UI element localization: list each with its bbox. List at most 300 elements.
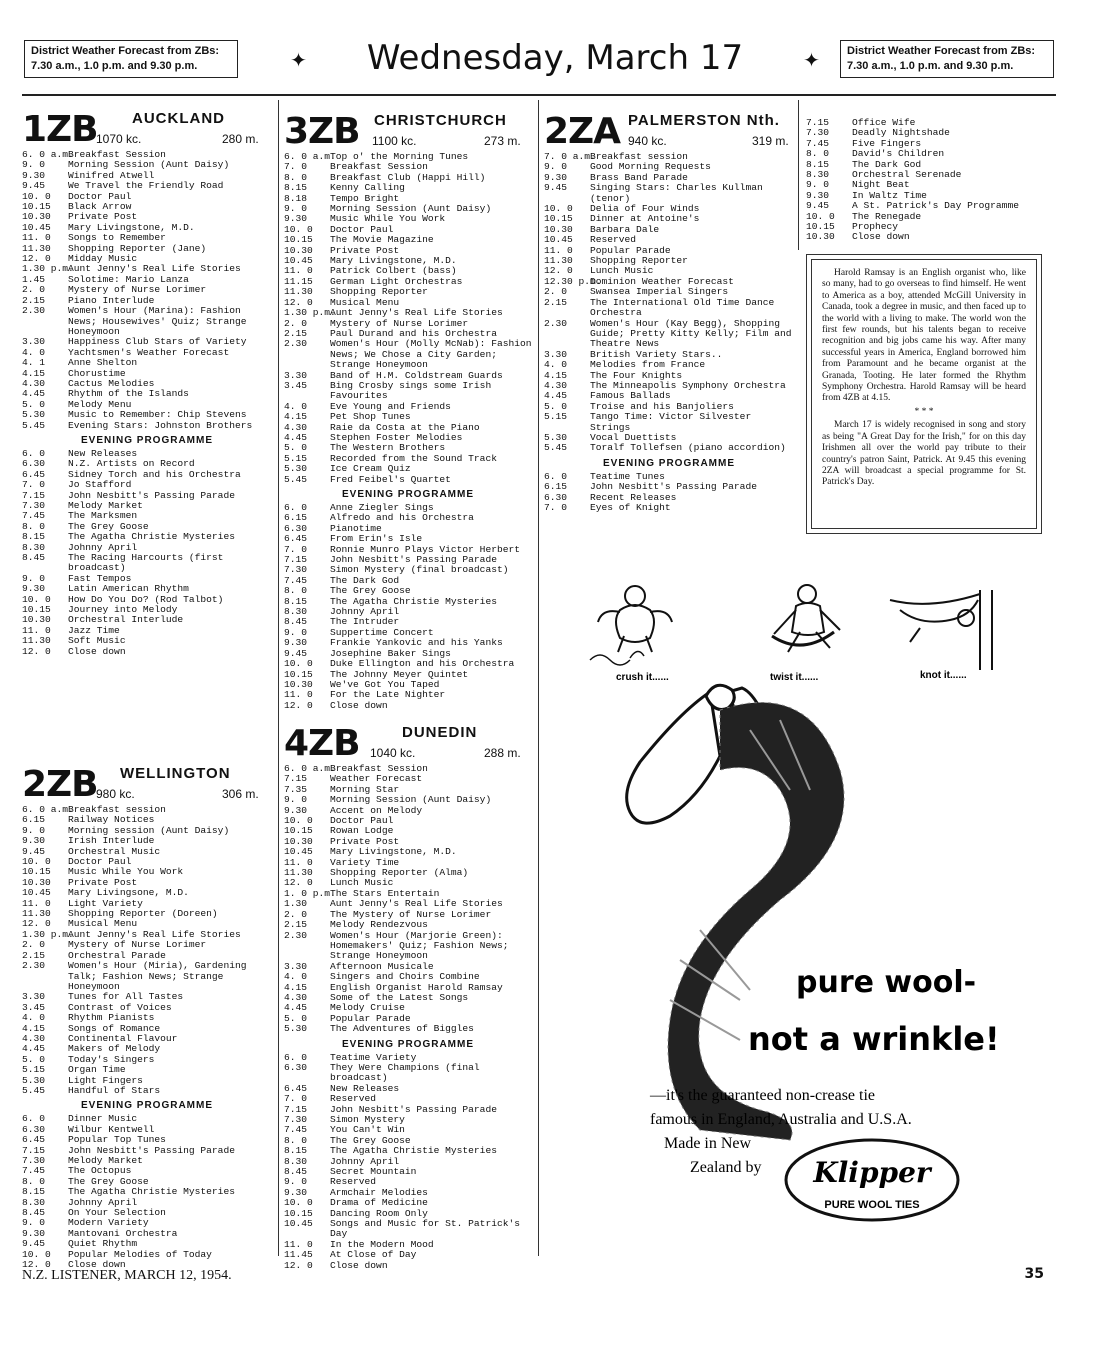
schedule-entry: [544, 412, 794, 433]
entry-time: 8.15: [284, 182, 308, 194]
entry-time: 5. 0: [544, 400, 568, 412]
entry-title: John Nesbitt's Passing Parade: [330, 1103, 497, 1115]
entry-title: Mary Livingstone, M.D.: [68, 221, 195, 233]
entry-time: 5. 0: [284, 1012, 308, 1024]
entry-time: 8.30: [22, 541, 46, 553]
entry-title: Kenny Calling: [330, 182, 405, 194]
station-heading: [284, 724, 532, 764]
schedule-entry: [284, 701, 532, 711]
station-city: DUNEDIN: [402, 724, 478, 741]
station-heading: [544, 112, 794, 152]
entry-time: 1.30 p.m.: [22, 263, 74, 275]
entry-title: Prophecy: [852, 221, 899, 233]
entry-time: 9.45: [284, 647, 308, 659]
page-number: 35: [1024, 1266, 1044, 1282]
entry-title: Anne Shelton: [68, 357, 138, 369]
schedule-entry: [284, 1146, 532, 1156]
entry-time: 7. 0: [22, 479, 46, 491]
entry-title: The International Old Time Dance Orchestra: [590, 296, 775, 319]
entry-time: 12. 0: [22, 253, 51, 265]
schedule-entry: [22, 410, 272, 420]
entry-title: The Agatha Christie Mysteries: [68, 531, 235, 543]
entry-title: Barbara Dale: [590, 223, 660, 235]
entry-title: Dominion Weather Forecast: [590, 275, 734, 287]
entry-title: Frankie Yankovic and his Yanks: [330, 637, 503, 649]
entry-time: 7.30: [806, 127, 830, 139]
entry-time: 6. 0: [284, 1051, 308, 1063]
entry-time: 9.30: [806, 189, 830, 201]
entry-time: 10.30: [284, 244, 313, 256]
entry-title: Josephine Baker Sings: [330, 647, 451, 659]
entry-time: 9.45: [806, 200, 830, 212]
entry-title: Close down: [68, 645, 126, 657]
schedule-entry: [284, 806, 532, 816]
entry-time: 4.15: [22, 1022, 46, 1034]
entry-time: 10. 0: [544, 203, 573, 215]
entry-title: Shopping Reporter (Doreen): [68, 908, 218, 920]
schedule-entry: [284, 597, 532, 607]
entry-time: 5. 0: [22, 398, 46, 410]
entry-time: 5. 0: [22, 1053, 46, 1065]
entry-title: Lunch Music: [590, 265, 654, 277]
entry-time: 11.30: [22, 242, 51, 254]
entry-title: Solotime: Mario Lanza: [68, 273, 189, 285]
entry-title: The Dark God: [330, 574, 400, 586]
station-heading: [284, 112, 532, 152]
entry-title: Reserved: [590, 234, 637, 246]
entry-title: Recent Releases: [590, 491, 677, 503]
entry-time: 4. 0: [544, 359, 568, 371]
entry-time: 5.30: [284, 1023, 308, 1035]
entry-time: 8.45: [22, 552, 46, 564]
entry-time: 7.30: [22, 1155, 46, 1166]
entry-title: Vocal Duettists: [590, 431, 677, 443]
entry-title: The Agatha Christie Mysteries: [330, 595, 497, 607]
entry-title: The Movie Magazine: [330, 234, 434, 246]
entry-title: Brass Band Parade: [590, 171, 688, 183]
entry-time: 7.45: [284, 1124, 308, 1136]
entry-time: 4.30: [284, 421, 308, 433]
entry-time: 8. 0: [284, 1134, 308, 1146]
entry-title: The Minneapolis Symphony Orchestra: [590, 379, 786, 391]
entry-time: 10. 0: [284, 223, 313, 235]
entry-title: Light Variety: [68, 897, 143, 909]
entry-time: 6. 0: [22, 1113, 46, 1125]
schedule-entry: [284, 565, 532, 575]
entry-time: 3.45: [284, 379, 308, 391]
entry-time: 7.30: [22, 500, 46, 511]
entry-title: Quiet Rhythm: [68, 1238, 138, 1250]
entry-title: Mystery of Nurse Lorimer: [68, 284, 207, 296]
entry-title: Orchestral Serenade: [852, 169, 962, 181]
entry-time: 11. 0: [22, 624, 51, 636]
entry-title: Pet Shop Tunes: [330, 411, 411, 423]
entry-title: The Agatha Christie Mysteries: [330, 1145, 497, 1157]
entry-time: 9. 0: [806, 179, 830, 191]
entry-title: Melody Rendezvous: [330, 919, 428, 931]
schedule-entry: [22, 1250, 272, 1260]
entry-title: Rhythm Pianists: [68, 1012, 155, 1024]
ad-illustration: [560, 560, 1038, 1250]
entry-title: Singers and Choirs Combine: [330, 971, 480, 983]
entry-title: Raie da Costa at the Piano: [330, 421, 480, 433]
entry-title: Songs of Romance: [68, 1022, 161, 1034]
entry-title: Sidney Torch and his Orchestra: [68, 468, 241, 480]
station-2za: [544, 112, 794, 513]
entry-title: Popular Parade: [330, 1012, 411, 1024]
entry-title: The Racing Harcourts (first broadcast): [68, 552, 224, 574]
schedule-entry: [284, 847, 532, 857]
entry-title: In the Modern Mood: [330, 1238, 434, 1250]
entry-title: Morning session (Aunt Daisy): [68, 824, 230, 836]
entry-title: The Intruder: [330, 616, 400, 628]
schedule-entry: [22, 1156, 272, 1166]
entry-time: 2.30: [544, 317, 568, 329]
entry-time: 9.30: [22, 835, 46, 847]
entry-title: Dinner Music: [68, 1113, 138, 1125]
schedule-entry: [544, 503, 794, 513]
entry-title: Mystery of Nurse Lorimer: [68, 939, 207, 951]
weather-line-2: 7.30 a.m., 1.0 p.m. and 9.30 p.m.: [847, 60, 1014, 72]
entry-title: Some of the Latest Songs: [330, 991, 469, 1003]
entry-time: 9.45: [22, 180, 46, 192]
schedule-entry: [22, 202, 272, 212]
entry-time: 10.15: [806, 221, 835, 233]
entry-time: 10.45: [22, 887, 51, 899]
entry-title: For the Late Nighter: [330, 689, 446, 701]
entry-time: 4. 1: [22, 357, 46, 369]
entry-title: Simon Mystery (final broadcast): [330, 564, 509, 576]
daytime-schedule: [22, 150, 272, 431]
entry-time: 1.45: [22, 273, 46, 285]
entry-title: The Renegade: [852, 210, 922, 222]
entry-time: 8. 0: [284, 171, 308, 183]
entry-title: Latin American Rhythm: [68, 583, 189, 595]
schedule-entry: [284, 183, 532, 193]
column-rule: [798, 100, 799, 250]
entry-time: 9.30: [284, 637, 308, 649]
entry-title: David's Children: [852, 148, 945, 160]
evening-schedule: [544, 472, 794, 514]
entry-time: 10.30: [544, 223, 573, 235]
schedule-entry: [22, 1013, 272, 1023]
entry-time: 10. 0: [284, 1197, 313, 1209]
entry-title: Tango Time: Victor Silvester Strings: [590, 411, 752, 433]
schedule-entry: [22, 501, 272, 511]
entry-title: Suppertime Concert: [330, 626, 434, 638]
entry-time: 10.30: [22, 876, 51, 888]
entry-title: Johnny April: [68, 1196, 138, 1208]
schedule-entry: [544, 183, 794, 204]
entry-time: 10. 0: [806, 210, 835, 222]
entry-title: Deadly Nightshade: [852, 127, 950, 139]
entry-title: Morning Star: [330, 783, 400, 795]
entry-time: 6. 0: [22, 447, 46, 459]
entry-title: Music to Remember: Chip Stevens: [68, 409, 247, 421]
entry-title: Orchestral Parade: [68, 949, 166, 961]
harold-ramsay-note: [806, 254, 1042, 534]
entry-title: Reserved: [330, 1093, 377, 1105]
evening-schedule: [22, 1114, 272, 1270]
klipper-tie-advertisement: [560, 560, 1038, 1250]
schedule-entry: [22, 1146, 272, 1156]
entry-title: Eyes of Knight: [590, 502, 671, 513]
entry-title: Popular Parade: [590, 244, 671, 256]
schedule-entry: [22, 615, 272, 625]
entry-title: Shopping Reporter: [590, 255, 688, 267]
entry-title: Ice Cream Quiz: [330, 463, 411, 475]
entry-time: 8.15: [284, 595, 308, 607]
entry-title: N.Z. Artists on Record: [68, 458, 195, 470]
schedule-entry: [544, 225, 794, 235]
entry-time: 8.45: [22, 1207, 46, 1219]
entry-time: 1. 0 p.m.: [284, 887, 336, 899]
entry-title: Swansea Imperial Singers: [590, 286, 729, 298]
schedule-entry: [22, 1055, 272, 1065]
note-inner-frame: [811, 259, 1037, 529]
entry-time: 9.30: [22, 583, 46, 595]
entry-time: 6.15: [544, 481, 568, 493]
station-city: CHRISTCHURCH: [374, 112, 507, 129]
schedule-entry: [284, 412, 532, 422]
station-3zb: [284, 112, 532, 711]
entry-title: Dinner at Antoine's: [590, 213, 700, 225]
entry-time: 10.15: [284, 825, 313, 837]
entry-time: 9.30: [22, 169, 46, 181]
evening-programme-heading: EVENING PROGRAMME: [80, 1100, 213, 1112]
entry-title: Irish Interlude: [68, 835, 155, 847]
schedule-entry: [22, 1187, 272, 1197]
entry-time: 4.15: [284, 411, 308, 423]
schedule-entry: [22, 358, 272, 368]
entry-time: 1.30 p.m.: [284, 307, 336, 319]
entry-time: 7.45: [284, 574, 308, 586]
schedule-entry: [22, 421, 272, 431]
evening-programme-heading: EVENING PROGRAMME: [602, 457, 735, 469]
entry-time: 6.30: [284, 1061, 308, 1073]
note-paragraph: Harold Ramsay is an English organist who, like so many, had to go overseas to find himself. He went to America as a boy, attended McGill University in Canada, took a degree in music, and then faced up to the world with a living to make. The world won the first few rounds, but his talents began to receive recognition and big jobs came his way. After many successful years in America, England borrowed him from Paramount and he became organist at the Granada, Tooting. He later formed the Rhythm Symphony Orchestra. Harold Ramsay will be heard from 4ZB at 4.15.: [822, 268, 1026, 404]
entry-time: 10.15: [284, 234, 313, 246]
entry-time: 4. 0: [22, 346, 46, 358]
entry-title: Wilbur Kentwell: [68, 1123, 155, 1135]
schedule-entry: [284, 826, 532, 836]
station-call-sign: 3ZB: [284, 111, 360, 152]
entry-time: 9.30: [22, 1227, 46, 1239]
entry-title: The Stars Entertain: [330, 887, 440, 899]
schedule-entry: [22, 888, 272, 898]
entry-time: 2.15: [544, 296, 568, 308]
entry-title: Contrast of Voices: [68, 1001, 172, 1013]
schedule-entry: [284, 816, 532, 826]
entry-time: 8.45: [284, 616, 308, 628]
entry-title: Soft Music: [68, 635, 126, 647]
station-frequency: 1100 kc.: [372, 134, 417, 148]
entry-time: 2.15: [284, 919, 308, 931]
schedule-entry: [284, 1063, 532, 1084]
entry-time: 11.30: [544, 255, 573, 267]
entry-title: Makers of Melody: [68, 1043, 161, 1055]
entry-time: 2.30: [284, 338, 308, 350]
page-headline: [290, 36, 820, 82]
entry-time: 4.45: [284, 1002, 308, 1014]
entry-title: Music While You Work: [68, 866, 184, 878]
entry-time: 9. 0: [22, 1217, 46, 1229]
entry-title: Women's Hour (Molly McNab): Fashion News; We Chose a City Garden; Strange Honeymoon: [330, 338, 532, 371]
entry-time: 9. 0: [22, 572, 46, 584]
entry-title: The Mystery of Nurse Lorimer: [330, 908, 492, 920]
entry-title: Armchair Melodies: [330, 1186, 428, 1198]
entry-time: 11. 0: [284, 689, 313, 701]
entry-time: 10.30: [806, 231, 835, 243]
entry-title: The Grey Goose: [68, 520, 149, 532]
station-4zb: [284, 724, 532, 1271]
entry-title: Handful of Stars: [68, 1084, 161, 1096]
entry-time: 6.45: [284, 533, 308, 545]
entry-title: Musical Menu: [330, 296, 400, 308]
evening-programme-heading: EVENING PROGRAMME: [80, 434, 213, 446]
entry-title: Dancing Room Only: [330, 1207, 428, 1219]
entry-title: Pianotime: [330, 522, 382, 534]
entry-time: 6. 0 a.m.: [284, 151, 336, 162]
schedule-entry: [22, 1065, 272, 1075]
evening-programme-heading: EVENING PROGRAMME: [341, 1038, 474, 1050]
entry-time: 8.15: [22, 531, 46, 543]
entry-title: We've Got You Taped: [330, 678, 440, 690]
schedule-entry: [22, 389, 272, 399]
entry-title: Night Beat: [852, 179, 910, 191]
entry-title: John Nesbitt's Passing Parade: [68, 489, 235, 501]
entry-time: 11. 0: [22, 897, 51, 909]
entry-time: 11. 0: [544, 244, 573, 256]
entry-time: 9. 0: [22, 824, 46, 836]
schedule-entry: [806, 170, 1042, 180]
entry-time: 2. 0: [22, 939, 46, 951]
entry-time: 11. 0: [284, 856, 313, 868]
entry-title: Variety Time: [330, 856, 400, 868]
entry-title: Today's Singers: [68, 1053, 155, 1065]
entry-time: 8. 0: [284, 585, 308, 597]
schedule-entry: [22, 1229, 272, 1239]
entry-title: Stephen Foster Melodies: [330, 431, 463, 443]
entry-time: 7.35: [284, 783, 308, 795]
entry-time: 11. 0: [284, 1238, 313, 1250]
entry-title: Breakfast session: [590, 151, 688, 162]
schedule-entry: [544, 443, 794, 453]
entry-time: 6.30: [22, 1123, 46, 1135]
entry-title: How Do You Do? (Rod Talbot): [68, 593, 224, 605]
entry-title: Mary Livingstone, M.D.: [330, 846, 457, 858]
entry-title: Women's Hour (Kay Begg), Shopping Guide; Pretty Kitty Kelly; Film and Theatre News: [590, 317, 792, 350]
entry-time: 12. 0: [284, 877, 313, 889]
daytime-schedule: [284, 764, 532, 1035]
star-icon: ✦: [290, 47, 307, 72]
entry-time: 7.15: [22, 489, 46, 501]
schedule-entry: [284, 214, 532, 224]
entry-title: Breakfast session: [68, 804, 166, 815]
schedule-entry: [806, 232, 1042, 242]
entry-title: Eve Young and Friends: [330, 400, 451, 412]
entry-time: 9. 0: [284, 1176, 308, 1188]
station-call-sign: 4ZB: [284, 723, 360, 764]
entry-time: 7. 0: [284, 1093, 308, 1105]
entry-title: Morning Session (Aunt Daisy): [330, 794, 492, 806]
station-call-sign: 1ZB: [22, 109, 98, 150]
entry-time: 5.30: [284, 463, 308, 475]
entry-time: 6.30: [22, 458, 46, 470]
schedule-entry: [22, 470, 272, 480]
entry-time: 12. 0: [544, 265, 573, 277]
schedule-entry: [806, 222, 1042, 232]
schedule-entry: [284, 659, 532, 669]
entry-time: 10.15: [22, 604, 51, 616]
entry-time: 2.15: [284, 327, 308, 339]
schedule-entry: [284, 993, 532, 1003]
station-heading: [22, 765, 272, 805]
schedule-entry: [284, 1250, 532, 1260]
entry-title: Reserved: [330, 1176, 377, 1188]
entry-time: 7.45: [22, 1165, 46, 1177]
schedule-entry: [284, 287, 532, 297]
ad-headline-1: pure wool-: [796, 965, 977, 1000]
entry-title: Railway Notices: [68, 814, 155, 826]
entry-time: 7.15: [284, 773, 308, 785]
entry-time: 9.30: [544, 171, 568, 183]
entry-title: Piano Interlude: [68, 294, 155, 306]
entry-time: 10.30: [284, 835, 313, 847]
entry-time: 3.45: [22, 1001, 46, 1013]
entry-title: Lunch Music: [330, 877, 394, 889]
entry-time: 11.15: [284, 275, 313, 287]
entry-time: 2. 0: [22, 284, 46, 296]
entry-title: From Erin's Isle: [330, 533, 423, 545]
entry-time: 10.30: [22, 614, 51, 626]
entry-title: The Western Brothers: [330, 442, 446, 454]
entry-title: Winifred Atwell: [68, 169, 155, 181]
entry-title: Alfredo and his Orchestra: [330, 512, 474, 524]
schedule-entry: [22, 532, 272, 542]
column-rule: [278, 100, 279, 1256]
entry-title: The Dark God: [852, 158, 922, 170]
schedule-entry: [284, 339, 532, 370]
knot-figure-icon: [890, 590, 992, 670]
schedule-entry: [22, 244, 272, 254]
evening-schedule: [284, 503, 532, 711]
entry-time: 5.15: [544, 411, 568, 423]
station-city: PALMERSTON Nth.: [628, 112, 780, 129]
entry-title: Private Post: [330, 244, 400, 256]
star-icon: ✦: [803, 47, 820, 72]
entry-time: 7. 0: [284, 161, 308, 173]
entry-title: Johnny April: [68, 541, 138, 553]
entry-title: The Four Knights: [590, 369, 683, 381]
entry-time: 10.45: [284, 255, 313, 267]
entry-title: Close down: [68, 1259, 126, 1271]
entry-time: 4.45: [22, 1043, 46, 1055]
schedule-entry: [22, 306, 272, 337]
entry-title: Close down: [852, 231, 910, 243]
entry-title: Orchestral Interlude: [68, 614, 184, 626]
schedule-entry: [284, 1261, 532, 1271]
ad-body-3: Made in New: [664, 1135, 752, 1152]
entry-title: Mary Livingsone, M.D.: [68, 887, 189, 899]
entry-time: 2. 0: [544, 286, 568, 298]
ad-headline-2: not a wrinkle!: [748, 1020, 1000, 1058]
entry-time: 12. 0: [22, 645, 51, 657]
entry-time: 3.30: [22, 336, 46, 348]
entry-title: Private Post: [68, 211, 138, 223]
entry-title: Ronnie Munro Plays Victor Herbert: [330, 543, 520, 555]
entry-time: 9. 0: [284, 794, 308, 806]
